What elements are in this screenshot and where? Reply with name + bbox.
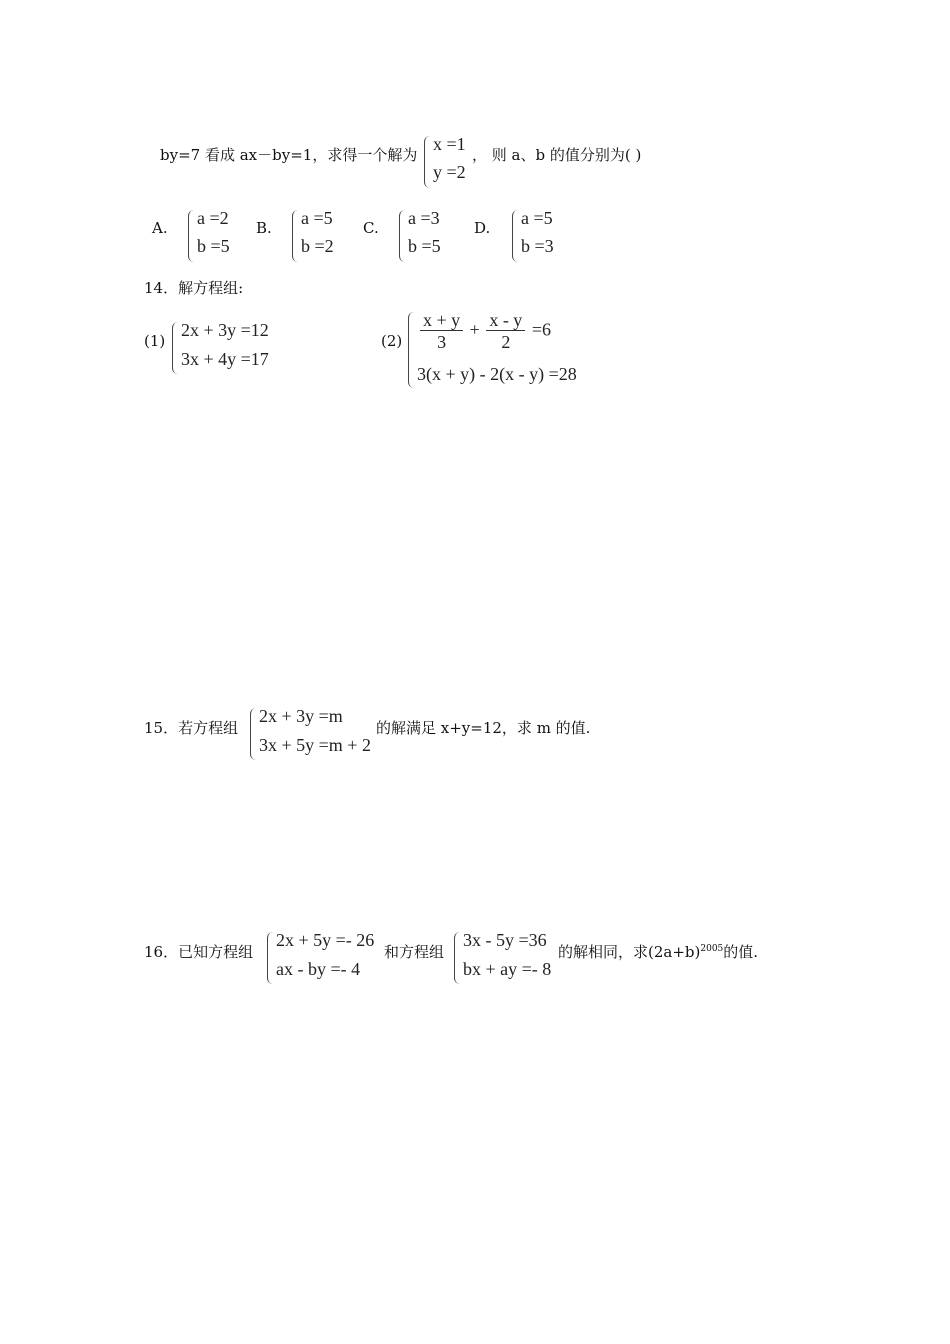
fraction-1 <box>420 310 463 353</box>
q16-system-1 <box>267 930 387 986</box>
brace-icon <box>292 210 299 262</box>
fraction-2-denominator: 2 <box>501 332 511 352</box>
option-c-system <box>399 208 459 264</box>
option-b-system <box>292 208 352 264</box>
q14-part1-row-2: 3x + 4y =17 <box>181 349 269 369</box>
option-a-system <box>188 208 248 264</box>
fraction-2 <box>486 310 525 353</box>
brace-icon <box>408 312 415 388</box>
q16-prefix: 16．已知方程组 <box>144 943 254 961</box>
q14-part1-label: (1) <box>144 332 166 350</box>
option-d-label: D. <box>474 219 491 237</box>
brace-icon <box>267 932 274 984</box>
option-a-row-1: a =2 <box>197 208 229 228</box>
q14-part2-label: (2) <box>381 332 403 350</box>
fraction-2-numerator: x - y <box>486 310 525 331</box>
option-a-row-2: b =5 <box>197 236 230 256</box>
option-d-row-2: b =3 <box>521 236 554 256</box>
option-c-row-2: b =5 <box>408 236 441 256</box>
q15-prefix: 15．若方程组 <box>144 719 239 737</box>
q13-solution-row-2: y =2 <box>433 162 466 182</box>
q14-part1-system <box>172 320 282 376</box>
brace-icon <box>188 210 195 262</box>
option-b-label: B. <box>256 219 272 237</box>
option-c-label: C. <box>363 219 379 237</box>
q14-part2-system <box>408 310 608 390</box>
q14-part1-row-1: 2x + 3y =12 <box>181 320 269 340</box>
q16-system-1-row-1: 2x + 5y =- 26 <box>276 930 375 950</box>
q14-part2-row-1 <box>418 310 551 353</box>
q14-part2-row-2: 3(x + y) - 2(x - y) =28 <box>417 364 577 384</box>
option-a-label: A. <box>152 219 168 237</box>
q15-row-2: 3x + 5y =m + 2 <box>259 735 371 755</box>
q16-system-2-row-1: 3x - 5y =36 <box>463 930 547 950</box>
brace-icon <box>512 210 519 262</box>
plus-sign: + <box>469 319 480 340</box>
option-b-row-1: a =5 <box>301 208 333 228</box>
option-b-row-2: b =2 <box>301 236 334 256</box>
q16-suffix-end: 的值. <box>723 943 759 961</box>
q16-middle: 和方程组 <box>384 943 445 961</box>
q15-row-1: 2x + 3y =m <box>259 706 343 726</box>
q16-suffix-text: 的解相同，求(2a+b) <box>558 943 701 961</box>
brace-icon <box>399 210 406 262</box>
option-d-system <box>512 208 572 264</box>
equation-rhs: =6 <box>531 319 551 340</box>
q13-solution-row-1: x =1 <box>433 134 466 154</box>
brace-icon <box>250 708 257 760</box>
brace-icon <box>454 932 461 984</box>
q16-exponent: 2005 <box>700 944 724 954</box>
option-c-row-1: a =3 <box>408 208 440 228</box>
q16-system-1-row-2: ax - by =- 4 <box>276 959 361 979</box>
q16-suffix <box>558 941 758 962</box>
q16-system-2-row-2: bx + ay =- 8 <box>463 959 552 979</box>
q13-statement-start: by=7 看成 ax－by=1，求得一个解为 <box>160 146 418 164</box>
fraction-1-denominator: 3 <box>437 332 447 352</box>
q13-statement-end: ， 则 a、b 的值分别为( ) <box>472 146 642 164</box>
fraction-1-numerator: x + y <box>420 310 463 331</box>
q15-system <box>250 706 380 762</box>
q16-system-2 <box>454 930 564 986</box>
q14-title: 14．解方程组: <box>144 279 244 297</box>
option-d-row-1: a =5 <box>521 208 553 228</box>
q15-suffix: 的解满足 x+y=12，求 m 的值. <box>376 719 591 737</box>
brace-icon <box>424 136 431 188</box>
brace-icon <box>172 322 179 374</box>
